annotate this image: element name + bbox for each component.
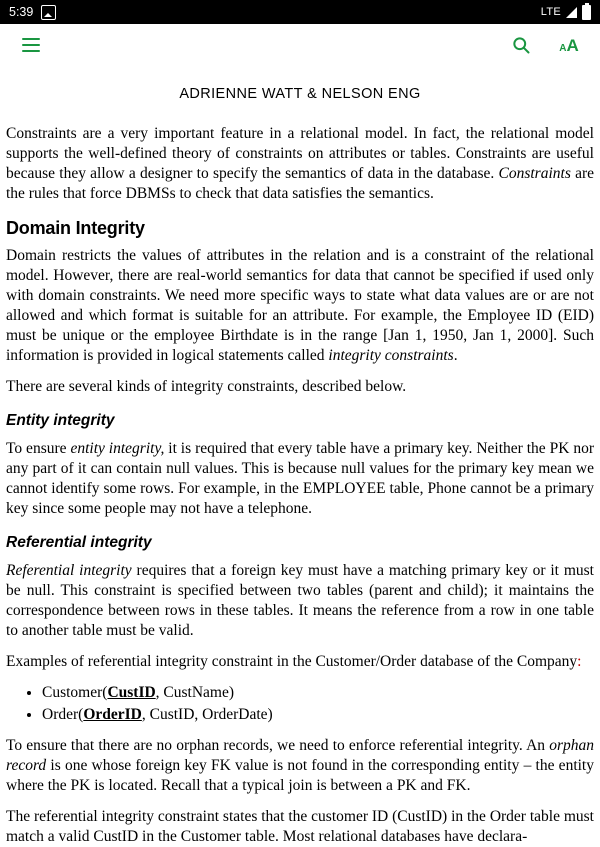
entity-text-1: To ensure <box>6 440 71 457</box>
search-icon <box>511 35 531 55</box>
domain-text-1: Domain restricts the values of attributes in the relation and is a constraint of the relational model. However, there are real-world semantics for data that cannot be specified if used only with domain constraints. We need more specific ways to state what data values are or are not allowed and which format is suitable for an attribute. For example, the Employee ID (EID) must be unique or the employee Birthdate is in the range [Jan 1, 1950, Jan 1, 2000]. Such information is provided in logical statements called <box>6 247 594 364</box>
customer-key-field: CustID <box>107 684 156 701</box>
list-item-order <box>42 705 594 725</box>
orphan-text-1: To ensure that there are no orphan records, we need to enforce referential integrity. An <box>6 737 550 754</box>
examples-colon: : <box>577 653 582 670</box>
paragraph-final: The referential integrity constraint states that the customer ID (CustID) in the Order table must match a valid CustID in the Customer table. Most relational databases have declara- <box>6 808 594 845</box>
status-time: 5:39 <box>9 5 34 19</box>
toolbar-right-group <box>504 28 586 62</box>
customer-pre: Customer( <box>42 684 108 701</box>
orphan-emphasis: orphan record <box>6 737 594 774</box>
byline: ADRIENNE WATT & NELSON ENG <box>179 86 421 102</box>
domain-text-2: . <box>453 347 458 364</box>
signal-icon <box>566 7 577 18</box>
reference-list <box>6 683 594 725</box>
text-settings-button[interactable] <box>552 28 586 62</box>
status-bar <box>0 0 600 24</box>
reader-page[interactable] <box>0 66 600 847</box>
text-settings-big-glyph: A <box>566 35 579 55</box>
text-settings-small-glyph: A <box>559 42 567 54</box>
heading-domain-integrity: Domain Integrity <box>6 218 145 238</box>
examples-text: Examples of referential integrity constraint in the Customer/Order database of the Company <box>6 653 578 670</box>
entity-text-2: it is required that every table have a primary key. Neither the PK nor any part of it can contain null values. This is because null values for the primary key mean we cannot identify some rows. For example, in the EMPLOYEE table, Phone cannot be a primary key since some people may not have a telephone. <box>6 440 595 517</box>
paragraph-referential <box>6 561 594 641</box>
referential-text-1: requires that a foreign key must have a matching primary key or it must be null. This constraint is specified between two tables (parent and child); it maintains the correspondence between rows in these tables. It means the reference from a row in one table to another table must be valid. <box>6 562 594 639</box>
domain-emphasis: integrity constraints <box>328 347 454 364</box>
status-bar-left <box>9 5 56 20</box>
menu-button[interactable] <box>14 28 48 62</box>
app-toolbar <box>0 24 600 66</box>
paragraph-examples <box>6 652 594 672</box>
heading-entity-integrity: Entity integrity <box>6 412 115 429</box>
paragraph-entity <box>6 439 594 519</box>
search-button[interactable] <box>504 28 538 62</box>
intro-text-1: Constraints are a very important feature in a relational model. In fact, the relational model supports the well-defined theory of constraints on attributes or tables. Constraints are useful because they allow a designer to specify the semantics of data in the database. <box>6 125 594 182</box>
list-item-customer <box>42 683 594 703</box>
paragraph-intro <box>6 124 594 204</box>
entity-emphasis: entity integrity, <box>70 440 165 457</box>
order-pre: Order( <box>42 706 84 723</box>
screenshot-icon <box>41 5 56 20</box>
paragraph-orphan <box>6 736 594 796</box>
order-post: , CustID, OrderDate) <box>141 706 273 723</box>
text-settings-icon <box>559 37 579 54</box>
hamburger-menu-icon <box>22 38 40 52</box>
customer-post: , CustName) <box>155 684 235 701</box>
paragraph-kinds: There are several kinds of integrity constraints, described below. <box>6 378 407 395</box>
paragraph-domain <box>6 246 594 366</box>
network-type-label: LTE <box>540 6 561 18</box>
order-key-field: OrderID <box>83 706 142 723</box>
orphan-text-2: is one whose foreign key FK value is not found in the corresponding entity – the entity where the PK is located. Recall that a typical join is between a PK and FK. <box>6 757 594 794</box>
status-bar-right <box>541 5 591 20</box>
battery-icon <box>582 5 591 20</box>
intro-text-2: are the rules that force DBMSs to check that data satisfies the semantics. <box>6 165 595 202</box>
referential-emphasis: Referential integrity <box>6 562 132 579</box>
intro-emphasis: Constraints <box>498 165 571 182</box>
heading-referential-integrity: Referential integrity <box>6 534 152 551</box>
